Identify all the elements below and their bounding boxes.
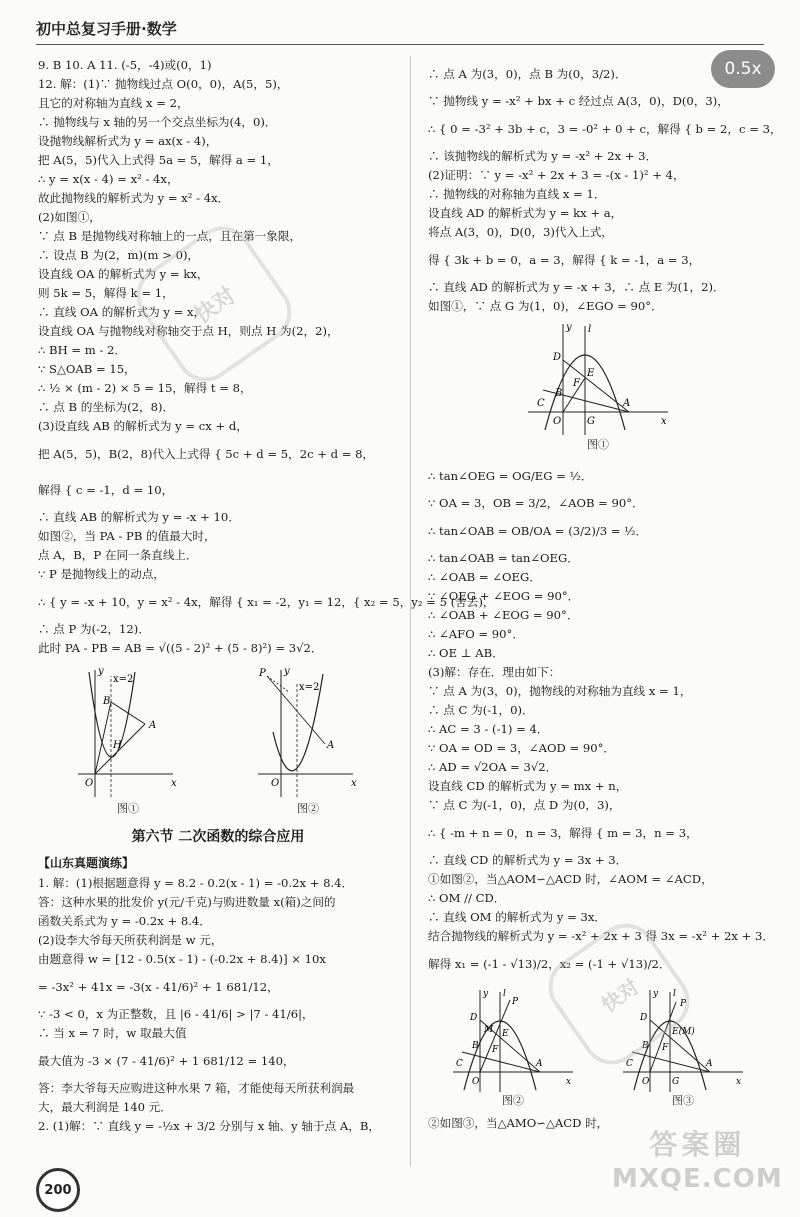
text-line: ∴ { -m + n = 0，n = 3，解得 { m = 3，n = 3， xyxy=(428,826,698,840)
text-line: (2)设李大爷每天所获利润是 w 元， xyxy=(38,933,223,947)
text-line: 2. (1)解：∵ 直线 y = -½x + 3/2 分别与 x 轴、y 轴于点 A，B， xyxy=(38,1119,380,1133)
text-line: 则 5k = 5，解得 k = 1， xyxy=(38,286,174,300)
right-answer-lines xyxy=(428,56,782,316)
text-line: (3)解：存在．理由如下： xyxy=(428,665,561,679)
text-line: 故此抛物线的解析式为 y = x² - 4x． xyxy=(38,191,230,205)
rfig2-label: D xyxy=(470,1013,478,1023)
rfig3-label: E(M) xyxy=(672,1027,695,1037)
page-number: 200 xyxy=(36,1168,80,1212)
text-line: ∴ 直线 AD 的解析式为 y = -x + 3，∴ 点 E 为(1，2)． xyxy=(428,280,725,294)
fig2-label: P xyxy=(259,668,266,679)
text-line: 设抛物线解析式为 y = ax(x - 4)， xyxy=(38,134,218,148)
rfig1-label: E xyxy=(587,368,595,379)
text-line: 最大值为 -3 × (7 - 41/6)² + 1 681/12 = 140， xyxy=(38,1054,295,1068)
text-line: 把 A(5，5)，B(2，8)代入上式得 { 5c + d = 5，2c + d = 8， xyxy=(38,447,375,461)
text-line: 且它的对称轴为直线 x = 2， xyxy=(38,96,189,110)
text-line: ∴ 设点 B 为(2，m)(m > 0)， xyxy=(38,248,200,262)
text-line: ∵ -3 < 0，x 为正整数，且 |6 - 41/6| > |7 - 41/6|， xyxy=(38,1007,314,1021)
rfig3-label: B xyxy=(642,1041,649,1051)
text-line: 12. 解：(1)∵ 抛物线过点 O(0，0)，A(5，5)， xyxy=(38,77,289,91)
page-header xyxy=(36,14,764,45)
text-line: ∴ 点 P 为(-2，12)． xyxy=(38,622,150,636)
rfig2-label: F xyxy=(492,1045,499,1055)
text-line: ∴ 点 A 为(3，0)，点 B 为(0，3/2)． xyxy=(428,67,627,81)
text-line: 1. 解：(1)根据题意得 y = 8.2 - 0.2(x - 1) = -0.2x + 8.4． xyxy=(38,876,354,890)
text-line: ∴ tan∠OAB = OB/OA = (3/2)/3 = ½． xyxy=(428,524,648,538)
text-line: ∴ AC = 3 - (-1) = 4． xyxy=(428,722,549,736)
text-line: ∴ OM // CD． xyxy=(428,891,506,905)
rfig2-label: A xyxy=(536,1059,543,1069)
rfig3-label: C xyxy=(626,1059,633,1069)
text-line: 将点 A(3，0)，D(0，3)代入上式， xyxy=(428,225,613,239)
fig1-label: B xyxy=(103,696,111,707)
rfig2-label: x xyxy=(566,1077,572,1087)
text-line: ∴ 直线 OM 的解析式为 y = 3x． xyxy=(428,910,607,924)
figure-1-parabola-diagram xyxy=(73,662,183,802)
text-line: ∴ BH = m - 2． xyxy=(38,343,127,357)
fig2-label: y xyxy=(284,666,290,677)
text-line: ∴ 抛物线与 x 轴的另一个交点坐标为(4，0)． xyxy=(38,115,277,129)
rfig1-label: B xyxy=(555,388,563,399)
right-answer-lines-2 xyxy=(428,458,774,982)
text-line: ∴ 当 x = 7 时，w 取最大值 xyxy=(38,1026,187,1040)
text-line: ∴ AD = √2OA = 3√2． xyxy=(428,760,558,774)
text-line: ∴ 直线 AB 的解析式为 y = -x + 10． xyxy=(38,510,240,524)
text-line: ∴ ∠OAB = ∠OEG． xyxy=(428,570,541,584)
text-line: ∴ 点 B 的坐标为(2，8)． xyxy=(38,400,175,414)
text-line: ∴ tan∠OAB = tan∠OEG． xyxy=(428,551,579,565)
text-line: ∵ 抛物线 y = -x² + bx + c 经过点 A(3，0)，D(0，3)， xyxy=(428,94,729,108)
rfig1-label: O xyxy=(553,416,562,427)
text-line: 把 A(5，5)代入上式得 5a = 5，解得 a = 1， xyxy=(38,153,279,167)
fig1-label: A xyxy=(149,720,157,731)
text-line: (2)证明：∵ y = -x² + 2x + 3 = -(x - 1)² + 4， xyxy=(428,168,685,182)
text-line: 设直线 OA 的解析式为 y = kx， xyxy=(38,267,209,281)
text-line: 答：李大爷每天应购进这种水果 7 箱，才能使每天所获利润最 xyxy=(38,1081,355,1095)
text-line: ∵ S△OAB = 15， xyxy=(38,362,136,376)
text-line: ∴ ½ × (m - 2) × 5 = 15，解得 t = 8， xyxy=(38,381,252,395)
fig1-label: O xyxy=(85,778,94,789)
header-title: 初中总复习手册·数学 xyxy=(36,20,177,38)
text-line: ∴ OE ⊥ AB． xyxy=(428,646,504,660)
rfig1-label: F xyxy=(573,378,580,389)
text-line: ∵ 点 B 是抛物线对称轴上的一点，且在第一象限， xyxy=(38,229,302,243)
watermark-line-1: 答案圈 xyxy=(649,1128,746,1161)
rfig1-label: D xyxy=(553,352,562,363)
text-line: 得 { 3k + b = 0，a = 3，解得 { k = -1，a = 3， xyxy=(428,253,701,267)
rfig1-label: l xyxy=(588,324,592,335)
text-line: 函数关系式为 y = -0.2x + 8.4． xyxy=(38,914,211,928)
subsection-title: 【山东真题演练】 xyxy=(38,856,135,870)
text-line: 设直线 CD 的解析式为 y = mx + n， xyxy=(428,779,628,793)
rfig3-label: O xyxy=(642,1077,650,1087)
fig2-label: x=2 xyxy=(299,682,320,693)
text-line: 由题意得 w = [12 - 0.5(x - 1) - (-0.2x + 8.4)] × 10x xyxy=(38,952,326,966)
fig1-label: x=2 xyxy=(113,674,134,685)
text-line: 点 A，B，P 在同一条直线上． xyxy=(38,548,198,562)
rfig1-label: x xyxy=(661,416,667,427)
column-divider xyxy=(410,56,411,1166)
watermark-line-2: MXQE.COM xyxy=(612,1164,783,1194)
rfig2-label: P xyxy=(512,997,519,1007)
rfig2-label: C xyxy=(456,1059,463,1069)
fig2-label: A xyxy=(327,740,335,751)
rfig1-label: y xyxy=(566,322,572,333)
rfig2-label: E xyxy=(502,1029,509,1039)
text-line: 设直线 OA 与抛物线对称轴交于点 H，则点 H 为(2，2)， xyxy=(38,324,339,338)
text-line: 解得 x₁ = (-1 - √13)/2，x₂ = (-1 + √13)/2． xyxy=(428,957,671,971)
text-line: 9. B 10. A 11. (-5，-4)或(0，1) xyxy=(38,58,212,72)
text-line: ∴ 直线 CD 的解析式为 y = 3x + 3． xyxy=(428,853,628,867)
text-line: ∵ 点 C 为(-1，0)，点 D 为(0，3)， xyxy=(428,798,621,812)
rfig2-label: B xyxy=(472,1041,479,1051)
text-line: ∴ 抛物线的对称轴为直线 x = 1． xyxy=(428,187,606,201)
text-line: ∵ OA = 3，OB = 3/2，∠AOB = 90°． xyxy=(428,496,644,510)
left-answer-lines-2 xyxy=(38,874,398,1136)
rfig3-label: y xyxy=(653,989,659,999)
text-line: ∵ OA = OD = 3，∠AOD = 90°． xyxy=(428,741,615,755)
figure-caption: 图② xyxy=(502,1094,524,1107)
text-line: ∴ ∠OAB + ∠EOG = 90°． xyxy=(428,608,579,622)
text-line: 设直线 AD 的解析式为 y = kx + a， xyxy=(428,206,623,220)
watermark-stamp: 快对 xyxy=(125,215,303,393)
text-line: (2)如图①， xyxy=(38,210,101,224)
text-line: ∵ ∠OEG + ∠EOG = 90°． xyxy=(428,589,580,603)
rfig1-label: A xyxy=(623,398,631,409)
figure-caption: 图③ xyxy=(672,1094,694,1107)
text-line: 大，最大利润是 140 元． xyxy=(38,1100,172,1114)
fig2-label: x xyxy=(351,778,357,789)
watermark-stamp: 快对 xyxy=(537,912,701,1076)
figure-2-parabola-diagram xyxy=(253,662,363,802)
rfig3-label: D xyxy=(640,1013,648,1023)
text-line: ∴ { y = -x + 10，y = x² - 4x，解得 { x₁ = -2，y₁ = 12，{ x₂ = 5，y₂ = 5 (舍去)， xyxy=(38,595,495,609)
left-figures xyxy=(38,662,398,816)
rfig2-label: O xyxy=(472,1077,480,1087)
figure-caption: 图② xyxy=(297,802,319,815)
fig2-label: O xyxy=(271,778,280,789)
text-line: 此时 PA - PB = AB = √((5 - 2)² + (5 - 8)²) = 3√2． xyxy=(38,641,323,655)
text-line: ∴ { 0 = -3² + 3b + c，3 = -0² + 0 + c，解得 { b = 2，c = 3， xyxy=(428,122,782,136)
left-figure-2 xyxy=(253,662,363,816)
text-line: 答：这种水果的批发价 y(元/千克)与购进数量 x(箱)之间的 xyxy=(38,895,336,909)
text-line: ∵ 点 A 为(3，0)，抛物线的对称轴为直线 x = 1， xyxy=(428,684,692,698)
text-line: ∵ P 是抛物线上的动点， xyxy=(38,567,165,581)
fig1-label: H xyxy=(113,740,122,751)
figure-caption: 图① xyxy=(587,438,609,451)
zoom-level-button[interactable]: 0.5x xyxy=(711,50,775,88)
text-line: 如图①，∵ 点 G 为(1，0)，∠EGO = 90°． xyxy=(428,299,663,313)
text-line: 解得 { c = -1，d = 10， xyxy=(38,483,174,497)
rfig1-label: C xyxy=(537,398,545,409)
text-line: ①如图②，当△AOM∽△ACD 时，∠AOM = ∠ACD， xyxy=(428,872,713,886)
text-line: ∴ 点 C 为(-1，0)． xyxy=(428,703,534,717)
right-figure-1 xyxy=(523,320,673,452)
text-line: 如图②，当 PA - PB 的值最大时， xyxy=(38,529,216,543)
fig1-label: y xyxy=(98,666,104,677)
rfig3-label: P xyxy=(680,999,687,1009)
rfig2-label: l xyxy=(503,989,506,999)
text-line: ∴ y = x(x - 4) = x² - 4x， xyxy=(38,172,179,186)
rfig3-label: F xyxy=(662,1043,669,1053)
text-line: ②如图③，当△AMO∽△ACD 时， xyxy=(428,1116,609,1130)
left-figure-1 xyxy=(73,662,183,816)
rfig3-label: G xyxy=(672,1077,680,1087)
text-line: = -3x² + 41x = -3(x - 41/6)² + 1 681/12， xyxy=(38,980,279,994)
right-figure-1-diagram xyxy=(523,320,673,438)
text-line: ∴ 该抛物线的解析式为 y = -x² + 2x + 3． xyxy=(428,149,658,163)
section-title: 第六节 二次函数的综合应用 xyxy=(131,829,305,845)
right-figure-1-wrap xyxy=(428,320,768,452)
text-line: (3)设直线 AB 的解析式为 y = cx + d， xyxy=(38,419,248,433)
rfig3-label: x xyxy=(736,1077,742,1087)
rfig1-label: G xyxy=(587,416,595,427)
text-line: 结合抛物线的解析式为 y = -x² + 2x + 3 得 3x = -x² + 2x + 3． xyxy=(428,929,774,943)
figure-caption: 图① xyxy=(117,802,139,815)
fig1-label: x xyxy=(171,778,177,789)
text-line: ∴ 直线 OA 的解析式为 y = x， xyxy=(38,305,206,319)
text-line: ∴ tan∠OEG = OG/EG = ½． xyxy=(428,469,593,483)
text-line: ∴ ∠AFO = 90°． xyxy=(428,627,524,641)
rfig2-label: M xyxy=(484,1025,494,1035)
rfig3-label: A xyxy=(706,1059,713,1069)
watermark xyxy=(612,1128,783,1196)
rfig3-label: l xyxy=(673,989,676,999)
rfig2-label: y xyxy=(483,989,489,999)
